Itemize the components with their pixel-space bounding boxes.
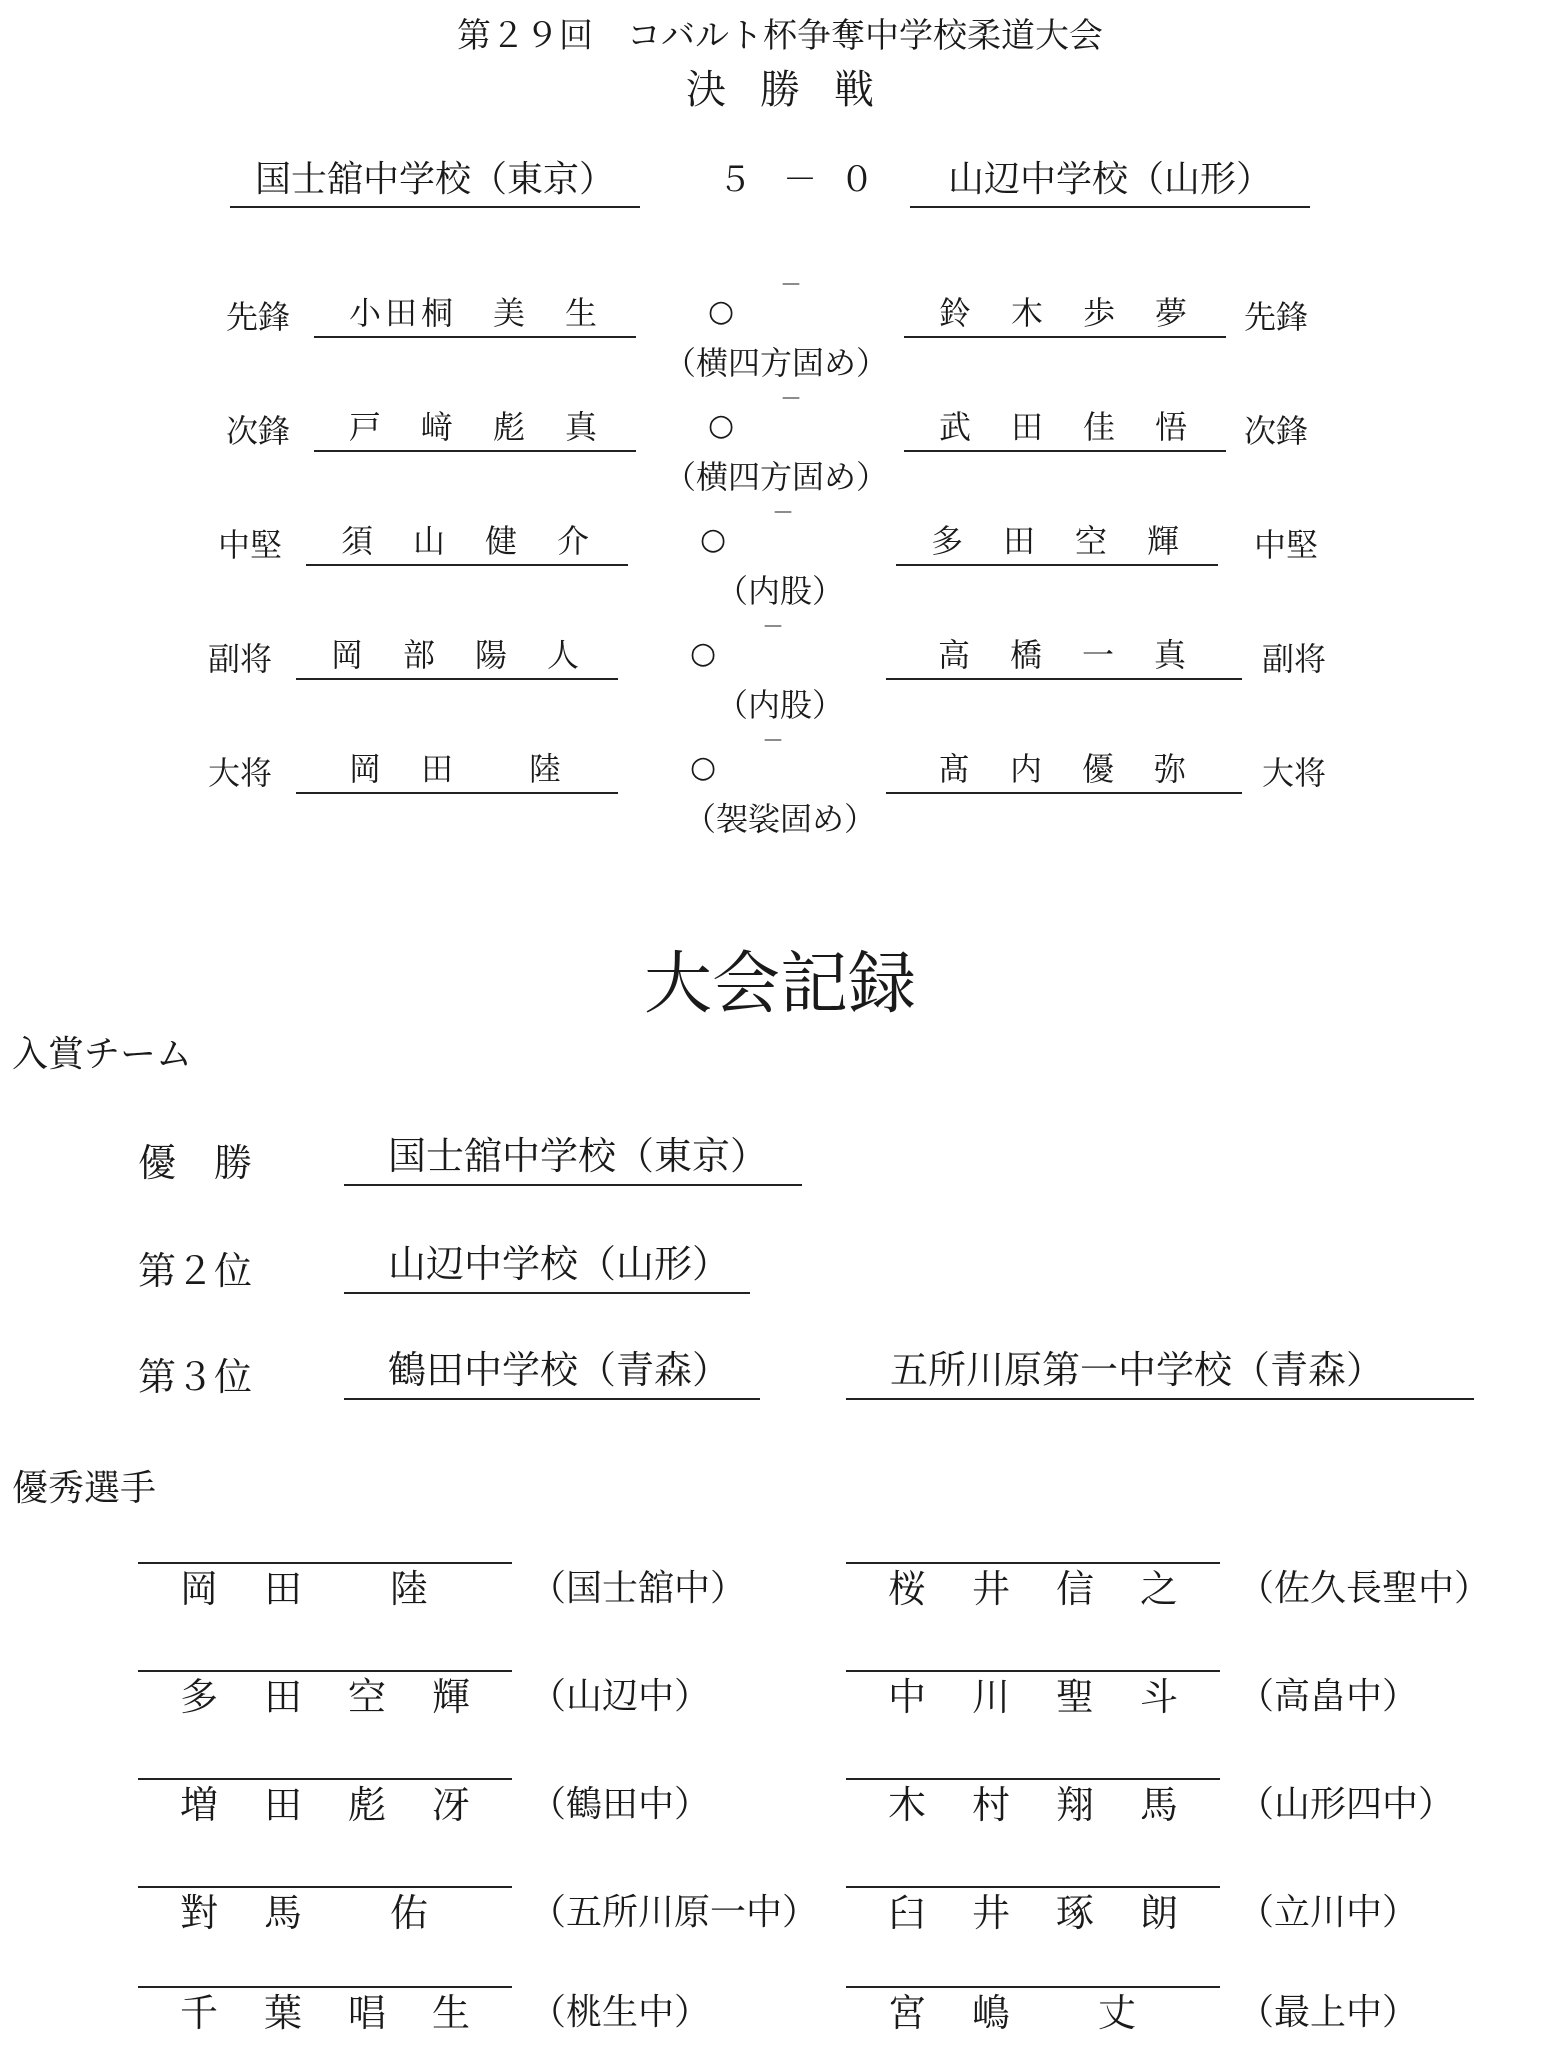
player-name: 對 馬 佑 [138, 1886, 512, 1888]
prize-section-label: 入賞チーム [12, 1034, 193, 1075]
player-name: 桜 井 信 之 [846, 1562, 1220, 1564]
players-section-label: 優秀選手 [12, 1468, 157, 1509]
bout-position-right: 次鋒 [1244, 412, 1309, 450]
bout-player-left: 岡 田 陸 [296, 746, 618, 794]
final-team-left: 国士舘中学校（東京） [230, 154, 640, 208]
player-school: （山形四中） [1238, 1784, 1455, 1825]
player-school: （佐久長聖中） [1238, 1568, 1491, 1609]
bout-loss-mark: － [772, 501, 795, 526]
final-score-left: ５ [718, 160, 752, 200]
bout-player-left: 小田桐 美 生 [314, 290, 636, 338]
bout-position-left: 先鋒 [226, 298, 291, 336]
player-name: 多 田 空 輝 [138, 1670, 512, 1672]
player-name: 中 川 聖 斗 [846, 1670, 1220, 1672]
bout-win-mark: ○ [708, 294, 735, 329]
bout-player-right: 高 橋 一 真 [886, 632, 1242, 680]
bout-player-left: 岡 部 陽 人 [296, 632, 618, 680]
bout-position-right: 副将 [1262, 640, 1327, 678]
player-name: 臼 井 琢 朗 [846, 1886, 1220, 1888]
bout-position-right: 先鋒 [1244, 298, 1309, 336]
bout-technique: （横四方固め） [664, 344, 889, 382]
bout-win-mark: ○ [700, 522, 727, 557]
bout-loss-mark: － [780, 387, 803, 412]
bout-player-left: 須 山 健 介 [306, 518, 628, 566]
prize-team: 五所川原第一中学校（青森） [846, 1342, 1474, 1400]
player-school: （最上中） [1238, 1992, 1419, 2033]
player-name: 木 村 翔 馬 [846, 1778, 1220, 1780]
bout-position-left: 中堅 [218, 526, 283, 564]
record-heading: 大会記録 [643, 945, 916, 1024]
player-school: （山辺中） [530, 1676, 711, 1717]
player-school: （鶴田中） [530, 1784, 711, 1825]
player-school: （五所川原一中） [530, 1892, 819, 1933]
final-score-right: ０ [840, 160, 874, 200]
prize-label-2nd: 第２位 [138, 1249, 253, 1293]
bout-win-mark: ○ [708, 408, 735, 443]
bout-player-right: 鈴 木 歩 夢 [904, 290, 1226, 338]
prize-team: 山辺中学校（山形） [344, 1236, 750, 1294]
player-name: 岡 田 陸 [138, 1562, 512, 1564]
bout-loss-mark: － [780, 273, 803, 298]
bout-win-mark: ○ [690, 750, 717, 785]
prize-label-1st: 優 勝 [138, 1141, 253, 1185]
player-name: 宮 嶋 丈 [846, 1986, 1220, 1988]
player-name: 増 田 彪 冴 [138, 1778, 512, 1780]
bout-position-left: 大将 [208, 754, 273, 792]
tournament-title: 第２９回 コバルト杯争奪中学校柔道大会 [457, 16, 1103, 56]
player-school: （高畠中） [1238, 1676, 1419, 1717]
final-heading: 決勝戦 [686, 67, 908, 113]
final-score-separator: － [783, 160, 817, 200]
bout-technique: （内股） [716, 572, 845, 610]
bout-position-left: 副将 [208, 640, 273, 678]
bout-loss-mark: － [762, 729, 785, 754]
bout-technique: （内股） [716, 686, 845, 724]
player-school: （桃生中） [530, 1992, 711, 2033]
bout-player-right: 多 田 空 輝 [896, 518, 1218, 566]
bout-player-right: 武 田 佳 悟 [904, 404, 1226, 452]
final-team-right: 山辺中学校（山形） [910, 154, 1310, 208]
player-name: 千 葉 唱 生 [138, 1986, 512, 1988]
bout-position-left: 次鋒 [226, 412, 291, 450]
prize-team: 鶴田中学校（青森） [344, 1342, 760, 1400]
bout-position-right: 中堅 [1254, 526, 1319, 564]
bout-technique: （袈裟固め） [684, 800, 877, 838]
player-school: （立川中） [1238, 1892, 1419, 1933]
bout-loss-mark: － [762, 615, 785, 640]
bout-technique: （横四方固め） [664, 458, 889, 496]
bout-win-mark: ○ [690, 636, 717, 671]
prize-label-3rd: 第３位 [138, 1355, 253, 1399]
player-school: （国士舘中） [530, 1568, 747, 1609]
bout-player-left: 戸 﨑 彪 真 [314, 404, 636, 452]
bout-position-right: 大将 [1262, 754, 1327, 792]
prize-team: 国士舘中学校（東京） [344, 1128, 802, 1186]
bout-player-right: 髙 内 優 弥 [886, 746, 1242, 794]
